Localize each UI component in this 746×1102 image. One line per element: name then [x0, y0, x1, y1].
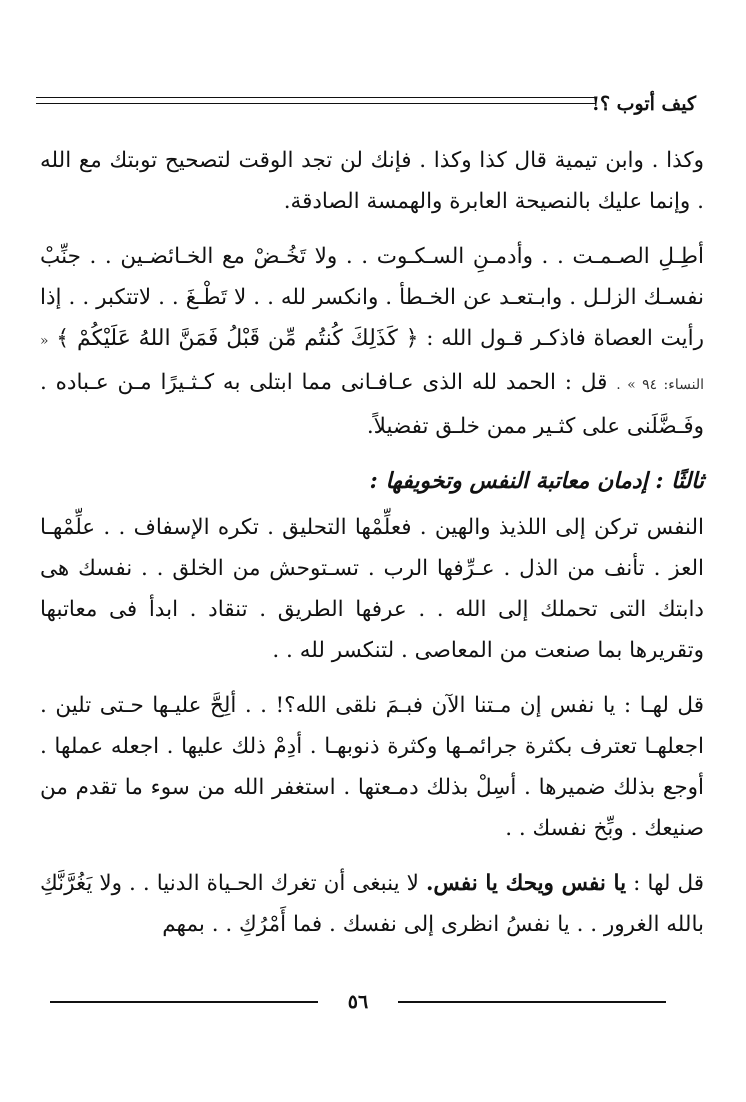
verse-citation: « النساء: ٩٤ » .: [40, 333, 704, 393]
header-rule-top: [36, 97, 596, 98]
paragraph-2-text: أطِـلِ الصـمـت . . وأدمـنِ السـكـوت . . ولا تَخُـضْ مع الخـائضـين . . جنِّبْ نفسـك الزلـل . وابـتعـد عن الخـطأ . وانكسر لله . . لا تَطْـغَ . . لاتتكبر . . إذا رأيت العصاة فاذكـر قـول الله :: [40, 244, 704, 351]
paragraph-2-continuation: قل : الحمد لله الذى عـافـانى مما ابتلى به كـثـيرًا مـن عـباده . وفَـضَّلَنى على كثـير ممن خلـق تفضيلاً.: [40, 370, 704, 439]
emphasized-phrase: يا نفس ويحك يا نفس.: [425, 871, 627, 896]
paragraph-1: وكذا . وابن تيمية قال كذا وكذا . فإنك لن تجد الوقت لتصحيح توبتك مع الله . وإنما عليك بالنصيحة العابرة والهمسة الصادقة.: [40, 148, 704, 214]
quran-verse: ﴿ كَذَلِكَ كُنتُم مِّن قَبْلُ فَمَنَّ اللهُ عَلَيْكُمْ ﴾: [56, 326, 419, 351]
paragraph-5-end: لا ينبغى أن تغرك الحـياة الدنيا . . ولا يَغُرَّنَّكِ بالله الغرور . . يا نفسُ انظرى إلى نفسك . فما أَمْرُكِ . . بمهم: [40, 871, 704, 937]
paragraph-5-start: قل لها :: [633, 871, 705, 896]
page-number: ٥٦: [347, 991, 369, 1013]
section-heading: ثالثًا : إدمان معاتبة النفس وتخويفها :: [369, 468, 704, 494]
paragraph-3: النفس تركن إلى اللذيذ والهين . فعلِّمْها التحليق . تكره الإسفاف . . علِّمْهـا العز . تأنف من الذل . عـرِّفها الرب . تسـتوحش من الخلق . . نفسك هى دابتك التى تحملك إلى الله . . عرفها الطريق . تنقاد . ابدأ فى معاتبها وتقريرها بما صنعت من المعاصى . لتنكسر لله . .: [40, 515, 704, 663]
footer-rule-right: [398, 1001, 666, 1003]
body-text: [40, 140, 704, 945]
paragraph-2: [40, 236, 704, 447]
page-footer: [50, 990, 666, 1014]
paragraph-4: قل لهـا : يا نفس إن مـتنا الآن فبـمَ نلقى الله؟! . . ألِحَّ عليـها حـتى تلين . اجعلهـا تعترف بكثرة جرائمـها وكثرة ذنوبهـا . أدِمْ ذلك عليها . اجعله عملها . أوجع بذلك ضميرها . أسِلْ بذلك دمـعتها . استغفر الله من سوء ما تقدم من صنيعك . وبِّخ نفسك . .: [40, 693, 704, 841]
header-rule-bottom: [36, 103, 596, 104]
paragraph-5: [40, 863, 704, 945]
book-title: كيف أتوب ؟!: [591, 93, 696, 115]
running-header: [36, 92, 696, 116]
